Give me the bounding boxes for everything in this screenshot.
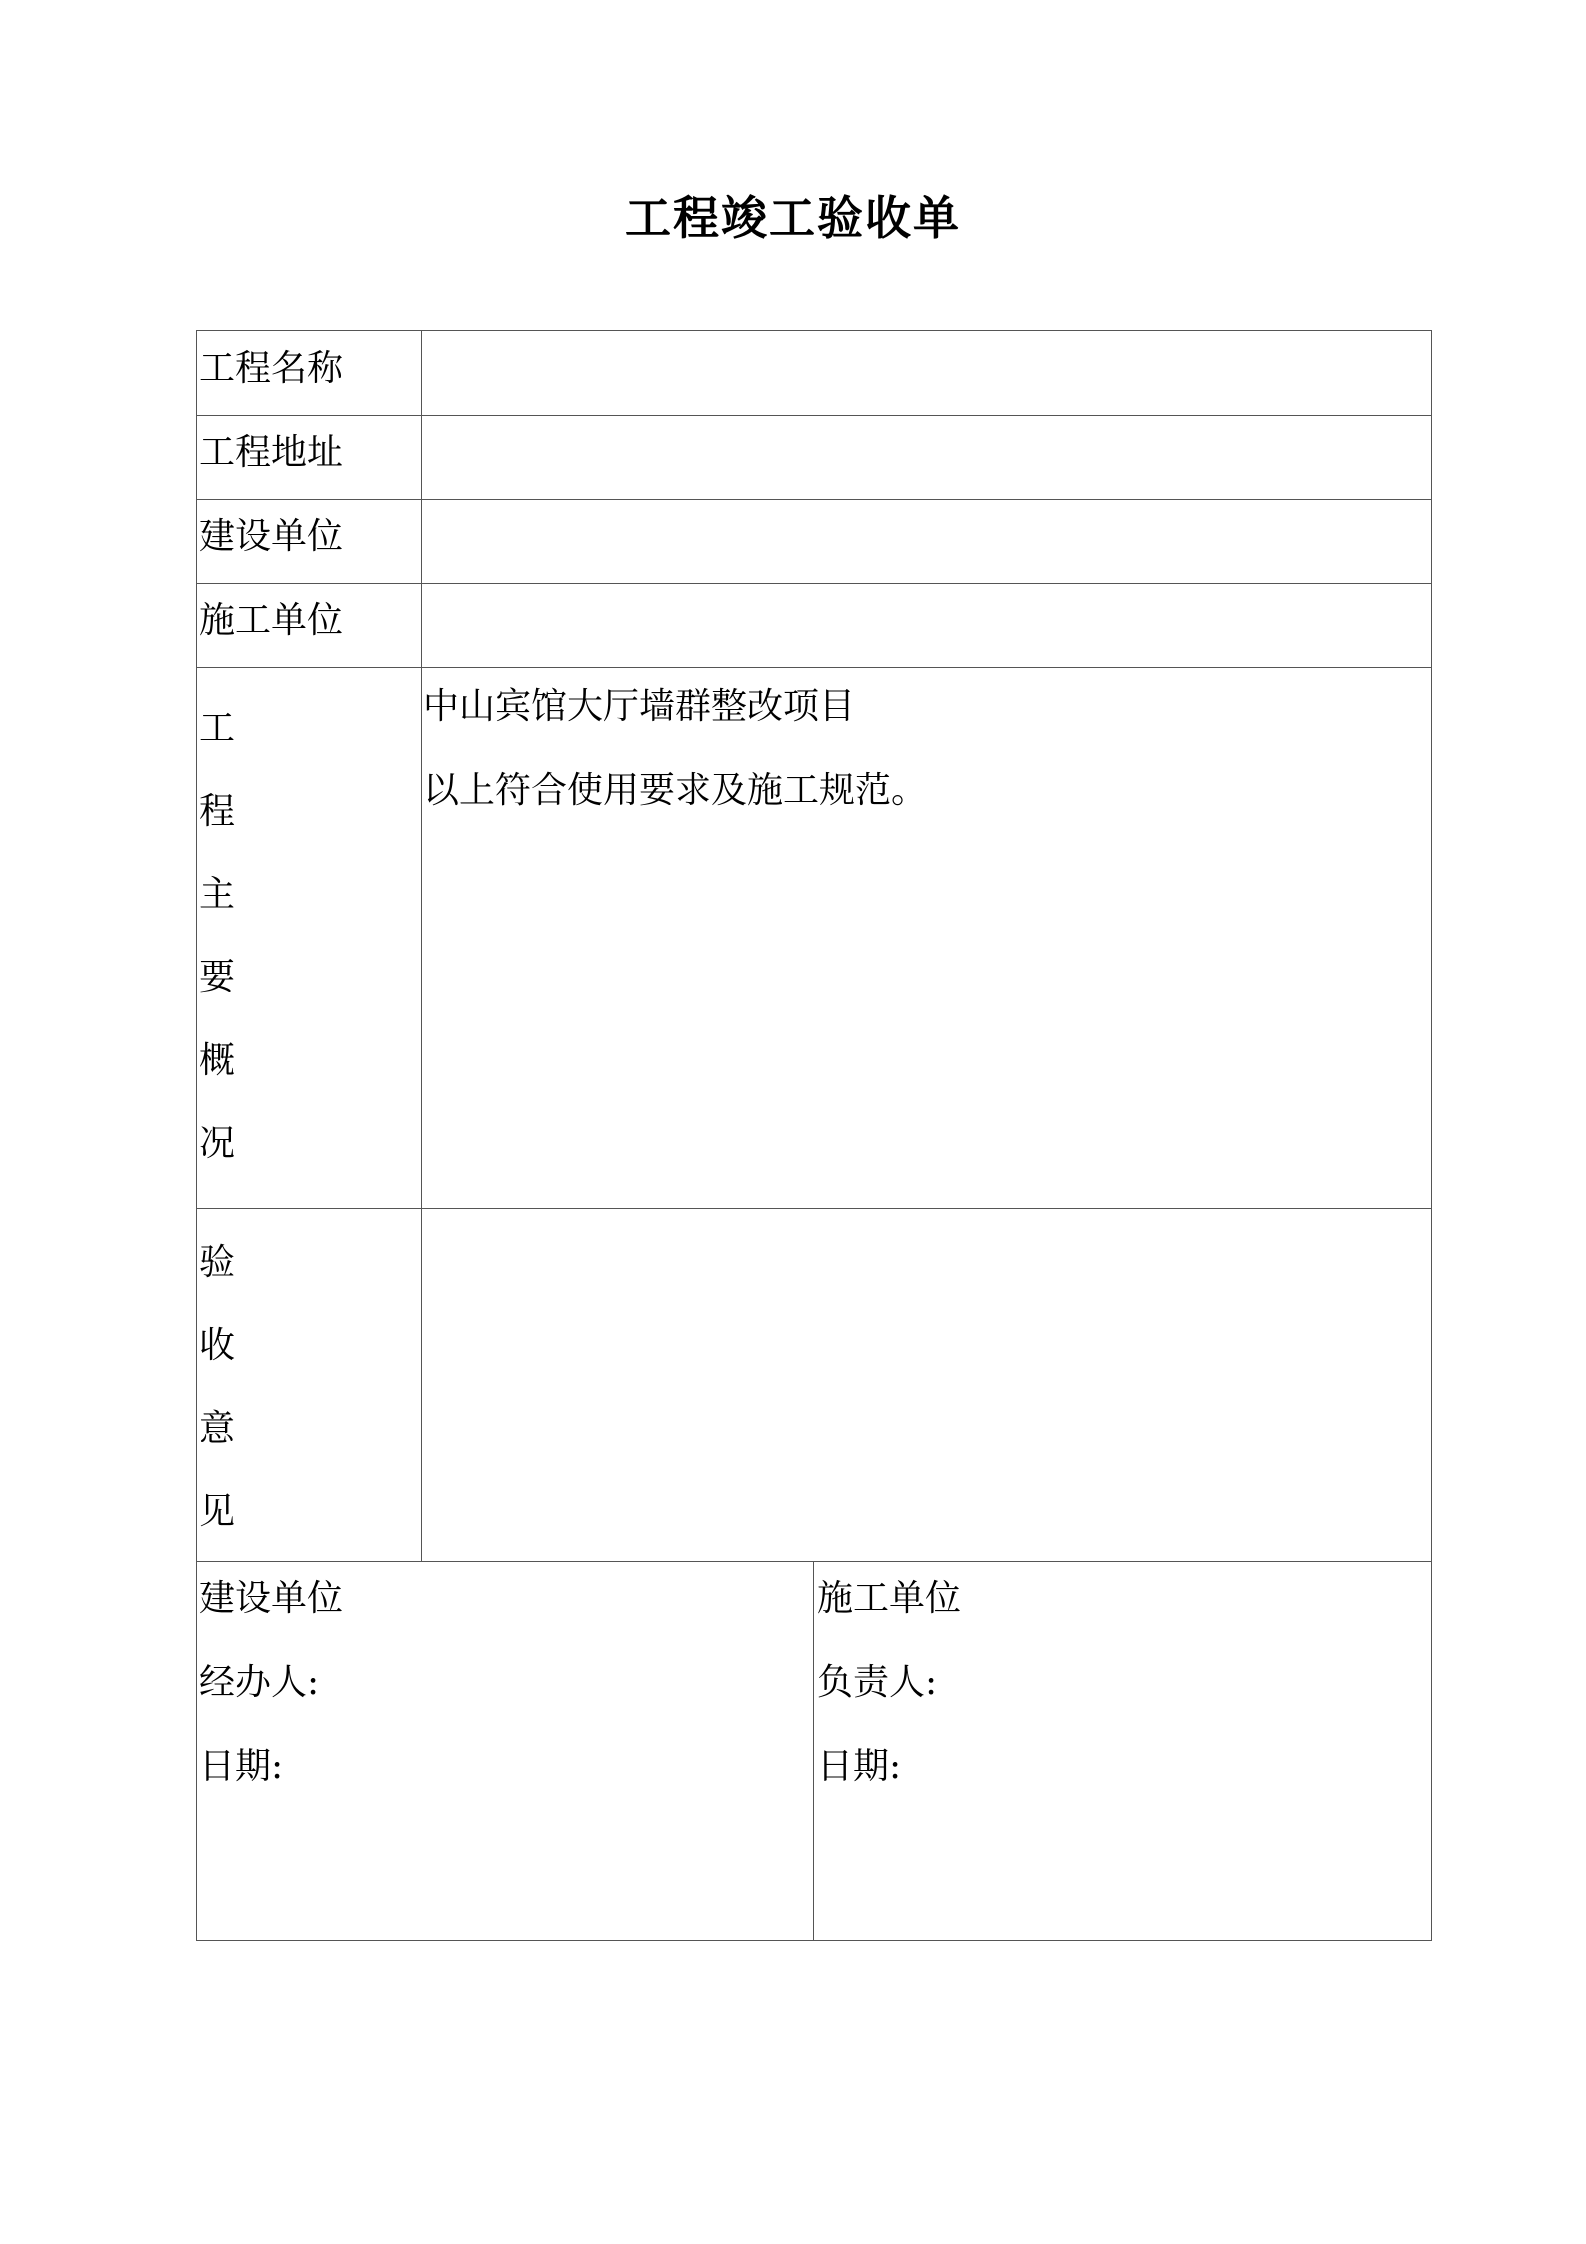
overview-label-char: 程: [199, 791, 236, 832]
row-divider: [197, 1208, 1431, 1209]
row-divider: [197, 583, 1431, 584]
row-divider: [197, 499, 1431, 500]
opinion-label-char: 见: [199, 1491, 236, 1532]
sign-right-date-label: 日期:: [817, 1746, 902, 1787]
project-address-label: 工程地址: [199, 432, 344, 473]
overview-label-char: 概: [199, 1040, 236, 1081]
overview-compliance-line: 以上符合使用要求及施工规范。: [423, 770, 928, 811]
row-divider: [197, 415, 1431, 416]
acceptance-form-table: [196, 330, 1432, 1941]
overview-label-char: 要: [199, 957, 236, 998]
signature-column-divider: [813, 1561, 814, 1941]
label-column-divider: [421, 331, 422, 1561]
overview-label-char: 况: [199, 1123, 236, 1164]
overview-project-line: 中山宾馆大厅墙群整改项目: [423, 686, 856, 727]
client-unit-label: 建设单位: [199, 516, 344, 557]
sign-right-unit: 施工单位: [817, 1578, 962, 1619]
document-title: 工程竣工验收单: [625, 191, 961, 245]
overview-label-char: 主: [199, 874, 236, 915]
row-divider: [197, 667, 1431, 668]
opinion-label-char: 意: [199, 1408, 236, 1449]
opinion-label-char: 验: [199, 1242, 236, 1283]
overview-label-char: 工: [199, 708, 236, 749]
overview-label: [199, 687, 243, 1185]
row-divider: [197, 1561, 1431, 1562]
sign-left-unit: 建设单位: [199, 1578, 344, 1619]
opinion-label-char: 收: [199, 1325, 236, 1366]
sign-right-person-label: 负责人:: [817, 1662, 938, 1703]
contractor-unit-label: 施工单位: [199, 600, 344, 641]
sign-left-date-label: 日期:: [199, 1746, 284, 1787]
project-name-label: 工程名称: [199, 348, 344, 389]
sign-left-person-label: 经办人:: [199, 1662, 320, 1703]
opinion-label: [199, 1221, 243, 1553]
